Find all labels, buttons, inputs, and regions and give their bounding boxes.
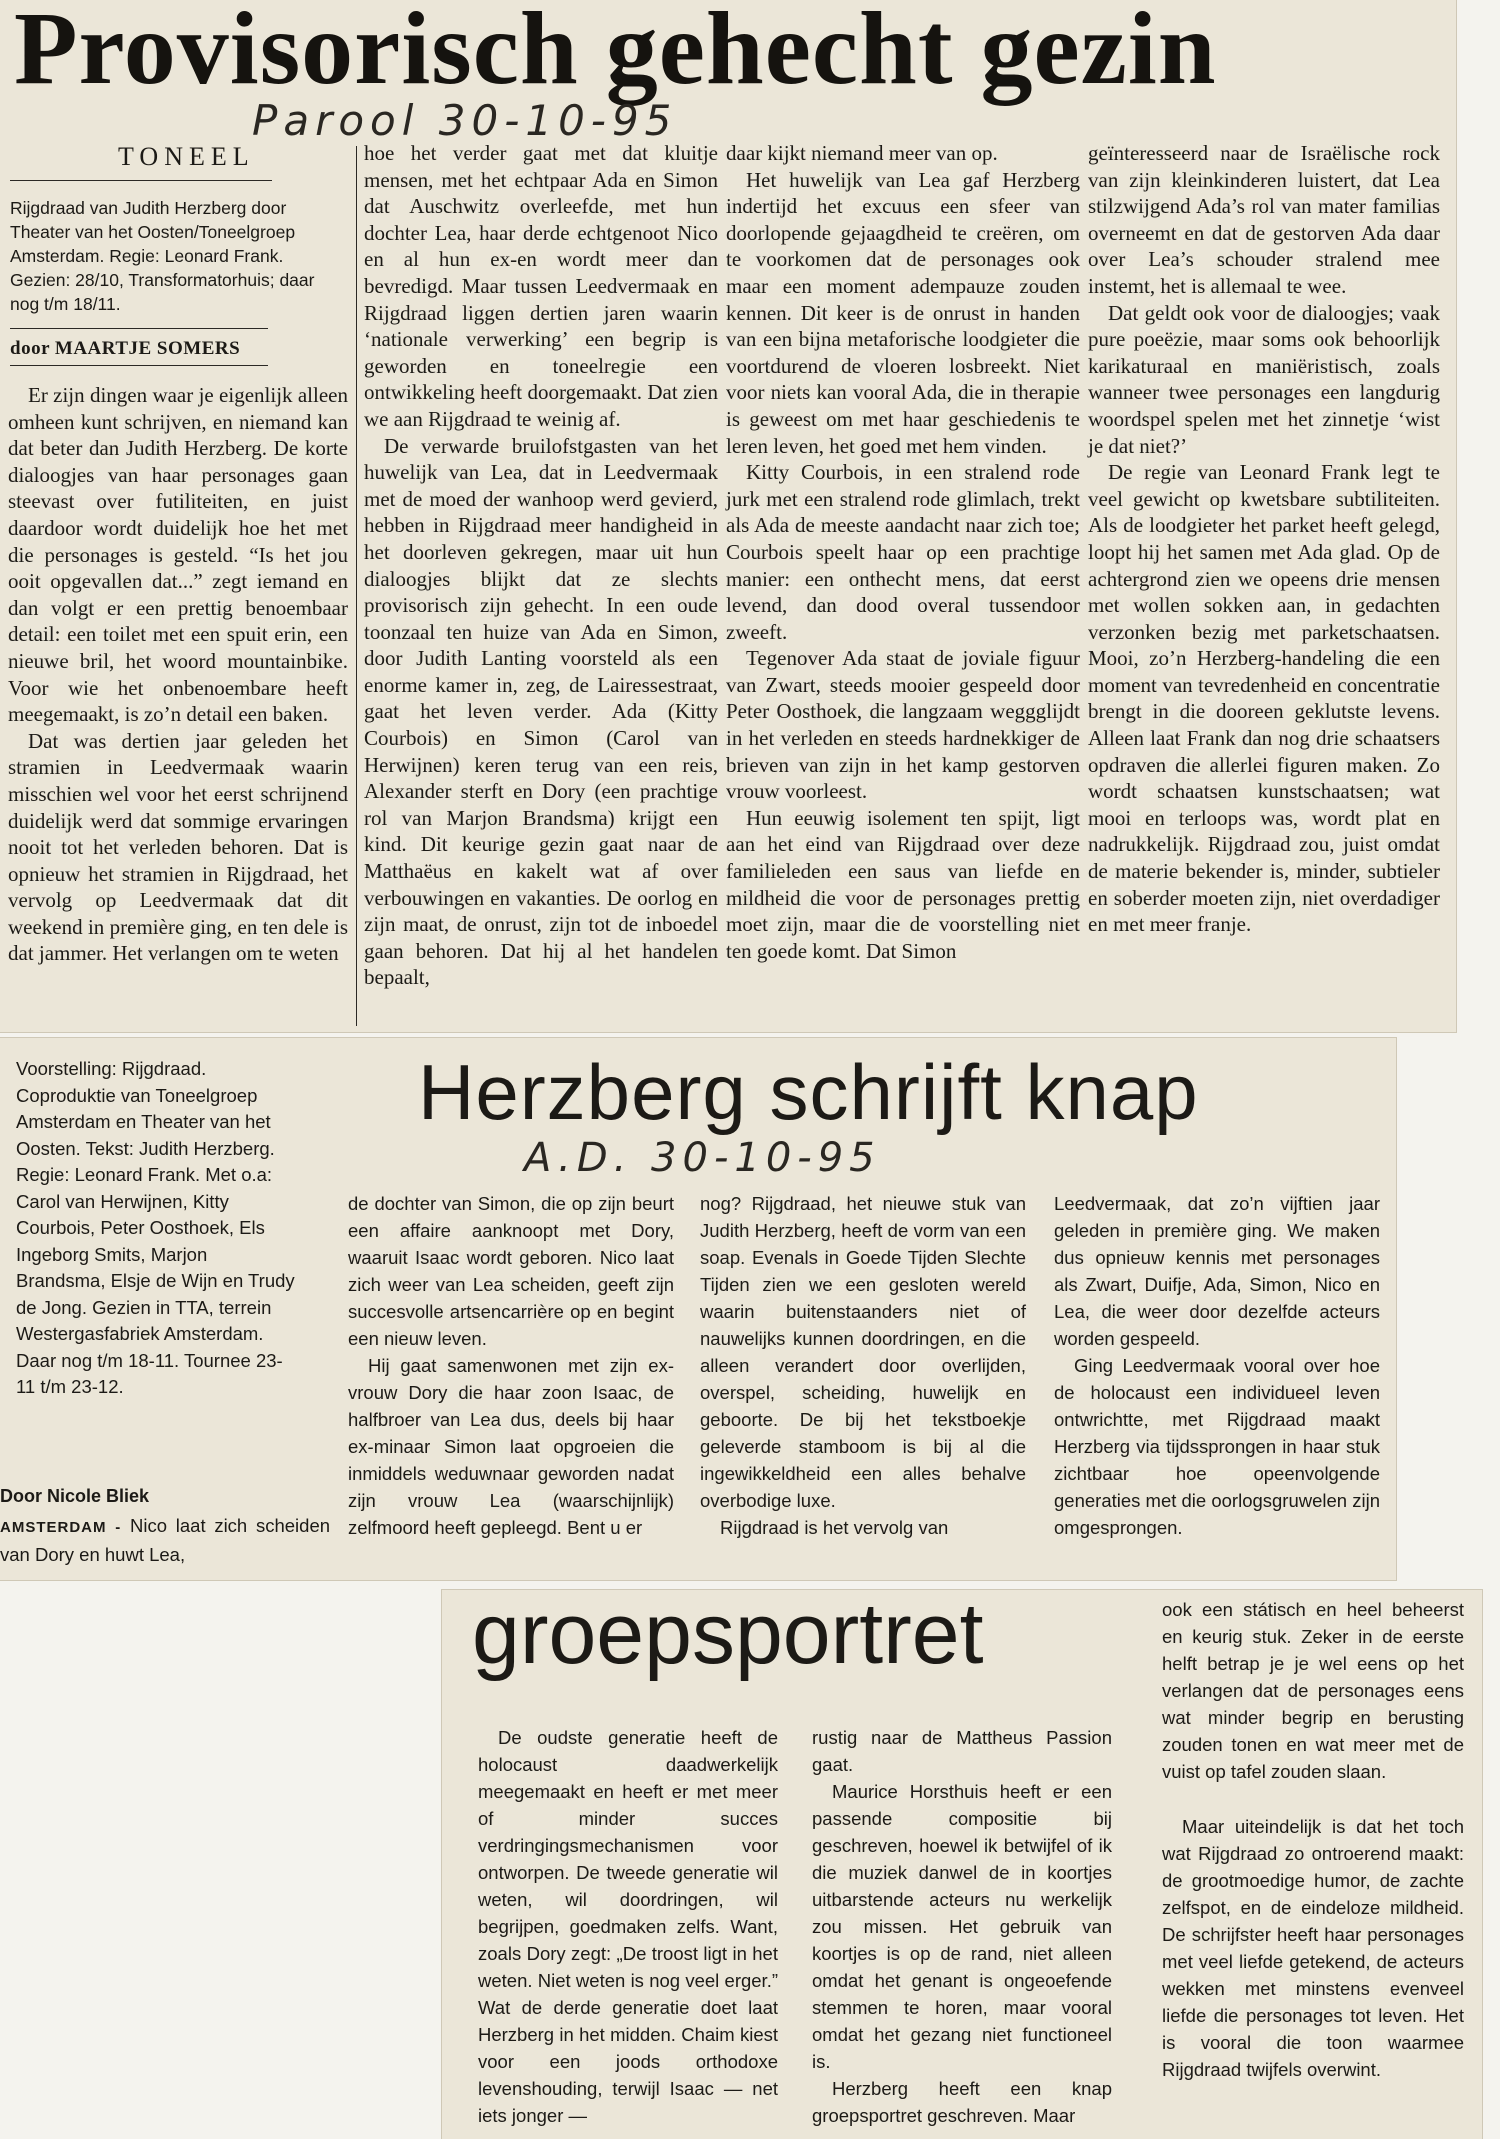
article-column-1 — [478, 1724, 778, 2129]
infobox: Voorstelling: Rijgdraad. Coproduktie van Toneelgroep Amsterdam en Theater van het Oosten. Tekst: Judith Herzberg. Regie: Leonard Frank. Met o.a: Carol van Herwijnen, Kitty Courbois, Peter Oosthoek, Els Ingeborg Smits, Marjon Brandsma, Elsje de Wijn en Trudy de Jong. Gezien in TTA, terrein Westergasfabriek Amsterdam. Daar nog t/m 18-11. Tournee 23-11 t/m 23-12. — [16, 1058, 295, 1397]
paragraph: Het huwelijk van Lea gaf Herzberg indertijd het excuus een sfeer van doorlopende gejaagdheid te creëren, om te voorkomen dat de personages ook maar een moment adempauze zouden kennen. Dit keer is de onrust in handen van een bijna metaforische loodgieter die voortdurend de vloeren losbreekt. Niet voor niets kan vooral Ada, die in therapie is geweest om met haar geschiedenis te leren leven, het goed met hem vinden. — [726, 167, 1080, 458]
byline: Door Nicole Bliek — [0, 1486, 150, 1506]
info-rule — [10, 328, 268, 329]
parool-clipping — [0, 0, 1456, 1032]
article-column-3 — [726, 140, 1080, 964]
byline: door MAARTJE SOMERS — [10, 338, 241, 359]
article-column-2 — [348, 1190, 674, 1541]
paragraph: Dat was dertien jaar geleden het stramien in Leedvermaak waarin misschien wel voor het eerst schrijnend duidelijk werd dat sommige ervaringen nooit tot het verleden behoren. Dat is opnieuw het stramien in Rijgdraad, het vervolg op Leedvermaak dat dit weekend in première ging, en ten dele is dat jammer. Het verlangen om te weten — [8, 728, 348, 966]
groepsportret-clipping — [442, 1590, 1482, 2139]
paragraph: Rijgdraad is het vervolg van — [720, 1517, 949, 1538]
production-info: Rijgdraad van Judith Herzberg door Theater van het Oosten/Toneelgroep Amsterdam. Regie: Leonard Frank. Gezien: 28/10, Transformatorhuis; daar nog t/m 18/11. — [10, 198, 315, 314]
article-column-1 — [8, 382, 348, 967]
paragraph: Ging Leedvermaak vooral over hoe de holocaust een individueel leven ontwrichtte, met Rijgdraad maakt Herzberg via tijdssprongen in haar stuk zichtbaar hoe opeenvolgende generaties met die oorlogsgruwelen zijn omgesprongen. — [1054, 1355, 1380, 1538]
paragraph: rustig naar de Mattheus Passion gaat. — [812, 1727, 1112, 1775]
paragraph: nog? Rijgdraad, het nieuwe stuk van Judith Herzberg, heeft de vorm van een soap. Evenals in Goede Tijden Slechte Tijden zien we een gesloten wereld waarin buitenstaanders niet of nauwelijks kunnen doordringen, en die alleen verandert door overlijden, overspel, scheiding, huwelijk en geboorte. De bij het tekstboekje geleverde stamboom is bij al die ingewikkeldheid een alles behalve overbodige luxe. — [700, 1193, 1026, 1511]
lead-paragraph — [0, 1512, 330, 1568]
paragraph: de dochter van Simon, die op zijn beurt een affaire aanknoopt met Dory, waaruit Isaac wordt geboren. Nico laat zich weer van Lea scheiden, geeft zijn succesvolle artsencarrière op en begint een nieuw leven. — [348, 1193, 674, 1349]
paragraph: Tegenover Ada staat de joviale figuur van Zwart, steeds mooier gespeeld door Peter Oosthoek, die langzaam weggglijdt in het verleden en steeds hardnekkiger de brieven van zijn in het kamp gestorven vrouw voorleest. — [726, 646, 1080, 804]
paragraph: Maurice Horsthuis heeft er een passende compositie bij geschreven, hoewel ik betwijfel of ik die muziek danwel de in koortjes uitbarstende acteurs nu werkelijk zou missen. Het gebruik van koortjes is op de rand, niet alleen omdat het genant is ongeoefende stemmen te horen, maar vooral omdat het gezang niet functioneel is. — [812, 1781, 1112, 2072]
lead-text: Nico laat zich scheiden van Dory en huwt Lea, — [0, 1515, 331, 1565]
byline-rule — [10, 365, 268, 366]
handwritten-date-note: A.D. 30-10-95 — [524, 1135, 881, 1181]
paragraph: ook een státisch en heel beheerst en keurig stuk. Zeker in de eerste helft betrap je je wel eens op het verlangen dat de personages eens wat minder begrip en berusting zouden tonen en wat meer met de vuist op tafel zouden slaan. — [1162, 1599, 1464, 1782]
article-column-4 — [1054, 1190, 1380, 1541]
section-rule — [10, 180, 272, 181]
article-column-2 — [812, 1724, 1112, 2129]
headline: Provisorisch gehecht gezin — [14, 0, 1217, 106]
paragraph: Dat geldt ook voor de dialoogjes; vaak pure poeëzie, maar soms ook behoorlijk karikaturaal en maniëristisch, zoals wanneer twee personages een langdurig woordspel spelen met het zinnetje ‘wist je dat niet?’ — [1088, 300, 1440, 458]
paragraph: De oudste generatie heeft de holocaust daadwerkelijk meegemaakt en heeft er met meer of minder succes verdringingsmechanismen voor ontworpen. De tweede generatie wil weten, wil doordringen, wil begrijpen, goedmaken zelfs. Want, zoals Dory zegt: „De troost ligt in het weten. Niet weten is nog veel erger.” Wat de derde generatie doet laat Herzberg in het midden. Chaim kiest voor een joods orthodoxe levenshouding, terwijl Isaac — net iets jonger — — [478, 1727, 778, 2126]
article-column-3 — [1162, 1596, 1464, 2083]
paragraph: geïnteresseerd naar de Israëlische rock van zijn kleinkinderen luistert, dat Lea stilzwijgend Ada’s rol van mater familias overneemt en dat de gestorven Ada daar over Lea’s schouder stralend mee instemt, het is allemaal te wee. — [1088, 141, 1440, 298]
handwritten-date-note: Parool 30-10-95 — [252, 96, 678, 145]
article-column-3 — [700, 1190, 1026, 1541]
paragraph: daar kijkt niemand meer van op. — [726, 141, 998, 165]
paragraph: Hun eeuwig isolement ten spijt, ligt aan het eind van Rijgdraad over deze familieleden een saus van liefde en mildheid die voor de personages prettig moet zijn, maar die de voorstelling niet ten goede komt. Dat Simon — [726, 805, 1080, 963]
paragraph: Er zijn dingen waar je eigenlijk alleen omheen kunt schrijven, en niemand kan dat beter dan Judith Herzberg. De korte dialoogjes van haar personages gaan steevast over futiliteiten, en juist daardoor wordt duidelijk hoe het met die personages is gesteld. “Is het jou ooit opgevallen dat...” zegt iemand en dan volgt er een prettig benoembaar detail: een toilet met een spuit erin, een nieuwe bril, het woord mountainbike. Voor wie het onbenoembare heeft meegemaakt, is zo’n detail een baken. — [8, 383, 348, 727]
headline: groepsportret — [472, 1590, 984, 1682]
paragraph: Hij gaat samenwonen met zijn ex-vrouw Dory die haar zoon Isaac, de halfbroer van Lea dus, deels bij haar ex-minaar Simon laat opgroeien die inmiddels weduwnaar geworden nadat zijn vrouw Lea (waarschijnlijk) zelfmoord heeft gepleegd. Bent u er — [348, 1355, 674, 1538]
headline: Herzberg schrijft knap — [418, 1048, 1199, 1136]
paragraph: hoe het verder gaat met dat kluitje mensen, met het echtpaar Ada en Simon dat Auschwitz overleefde, met hun dochter Lea, haar derde echtgenoot Nico en al hun ex-en wordt meer dan bevredigd. Maar tussen Leedvermaak en Rijgdraad liggen dertien jaren waarin ‘nationale verwerking’ een begrip is geworden en toneelregie een ontwikkeling heeft doorgemaakt. Dat zien we aan Rijgdraad te weinig af. — [364, 141, 718, 431]
section-label: TONEEL — [118, 142, 255, 171]
column-rule — [356, 146, 357, 1026]
ad-clipping — [0, 1038, 1396, 1580]
paragraph: Kitty Courbois, in een stralend rode jurk met een stralend rode glimlach, trekt als Ada de meeste aandacht naar zich toe; Courbois speelt haar op een prachtige manier: een onthecht mens, dat eerst levend, dan dood overal tussendoor zweeft. — [726, 460, 1080, 644]
paragraph: Maar uiteindelijk is dat het toch wat Rijgdraad zo ontroerend maakt: de grootmoedige humor, de zachte zelfspot, en de eindeloze mildheid. De schrijfster heeft haar personages met veel liefde getekend, de acteurs wekken met minstens evenveel liefde die personages tot leven. Het is vooral die toon waarmee Rijgdraad twijfels overwint. — [1162, 1816, 1464, 2080]
paragraph: De verwarde bruilofstgasten van het huwelijk van Lea, dat in Leedvermaak met de moed der wanhoop werd gevierd, hebben in Rijgdraad meer handigheid in het doorleven gekregen, maar uit hun dialoogjes blijkt dat ze slechts provisorisch zijn gehecht. In een oude toonzaal ten huize van Ada en Simon, door Judith Lanting voorsteld als een enorme kamer in, zeg, de Lairessestraat, gaat het leven verder. Ada (Kitty Courbois) en Simon (Carol van Herwijnen) keren terug van een reis, Alexander sterft en Dory (een prachtige rol van Marjon Brandsma) krijgt een kind. Dit keurige gezin gaat naar de Matthaëus en kakelt wat af over verbouwingen en vakanties. De oorlog en zijn maat, de onrust, zijn tot de inboedel gaan behoren. Dat hij al het handelen bepaalt, — [364, 433, 718, 990]
paragraph: Herzberg heeft een knap groepsportret geschreven. Maar — [812, 2078, 1112, 2126]
article-column-2 — [364, 140, 718, 991]
dateline: AMSTERDAM - — [0, 1519, 122, 1536]
paragraph: De regie van Leonard Frank legt te veel gewicht op kwetsbare subtiliteiten. Als de loodgieter het parket heeft gelegd, loopt hij het samen met Ada glad. Op de achtergrond zien we opeens drie mensen met wollen sokken aan, in gedachten verzonken bezig met parketschaatsen. Mooi, zo’n Herzberg-handeling die een moment van tevredenheid en concentratie brengt in die dooreen geklutste levens. Alleen laat Frank dan nog drie schaatsers opdraven die allerlei figuren maken. Zo wordt schaatsen kunstschaatsen; wat mooi en terloops was, wordt plat en nadrukkelijk. Rijgdraad zou, juist omdat de materie bekender is, minder, subtieler en soberder moeten zijn, niet overdadiger en met meer franje. — [1088, 460, 1440, 937]
article-column-4 — [1088, 140, 1440, 938]
paragraph: Leedvermaak, dat zo’n vijftien jaar geleden in première ging. We maken dus opnieuw kennis met personages als Zwart, Duifje, Ada, Simon, Nico en Lea, die weer door dezelfde acteurs worden gespeeld. — [1054, 1193, 1380, 1349]
